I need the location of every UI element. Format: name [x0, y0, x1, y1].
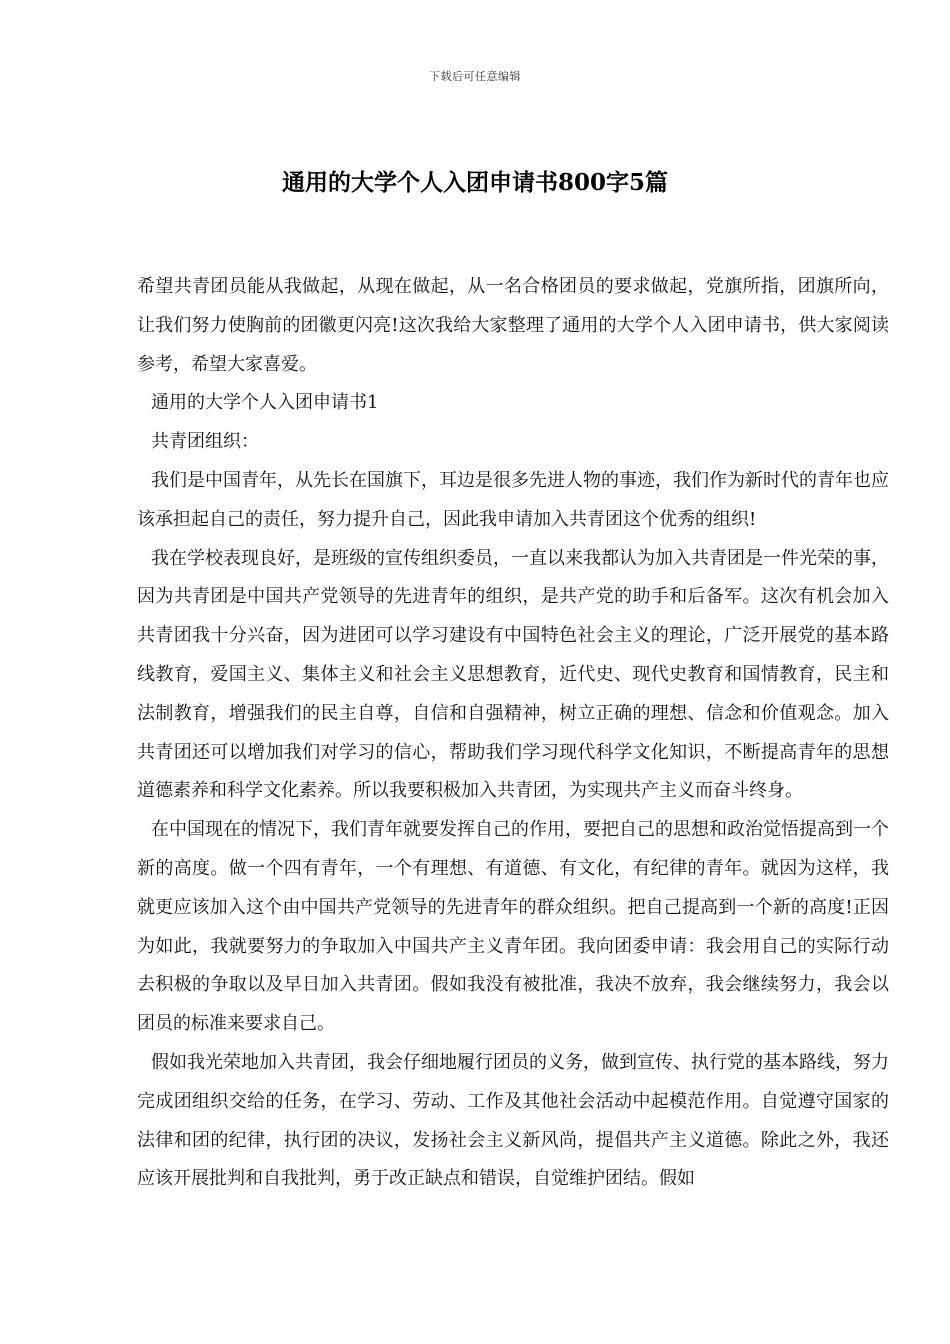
paragraph-body: 假如我光荣地加入共青团，我会仔细地履行团员的义务，做到宣传、执行党的基本路线，努力完成团组织交给的任务，在学习、劳动、工作及其他社会活动中起模范作用。自觉遵守国家的法律和团的纪律，执行团的决议，发扬社会主义新风尚，提倡共产主义道德。除此之外，我还应该开展批判和自我批判，勇于改正缺点和错误，自觉维护团结。假如	[137, 1051, 889, 1190]
paragraph-section-heading: 通用的大学个人入团申请书1	[151, 392, 379, 414]
document-title: 通用的大学个人入团申请书800字5篇	[281, 169, 668, 196]
paragraph-body: 在中国现在的情况下，我们青年就要发挥自己的作用，要把自己的思想和政治觉悟提高到一个新的高度。做一个四有青年，一个有理想、有道德、有文化，有纪律的青年。就因为这样，我就更应该加入这个由中国共产党领导的先进青年的群众组织。把自己提高到一个新的高度!正因为如此，我就要努力的争取加入中国共产主义青年团。我向团委申请：我会用自己的实际行动去积极的争取以及早日加入共青团。假如我没有被批准，我决不放弃，我会继续努力，我会以团员的标准来要求自己。	[137, 819, 889, 1035]
paragraph-intro: 希望共青团员能从我做起，从现在做起，从一名合格团员的要求做起，党旗所指，团旗所向，让我们努力使胸前的团徽更闪亮!这次我给大家整理了通用的大学个人入团申请书，供大家阅读参考，希望大家喜爱。	[137, 276, 889, 375]
paragraph-salutation: 共青团组织：	[151, 431, 259, 453]
paragraph-body: 我们是中国青年，从先长在国旗下，耳边是很多先进人物的事迹，我们作为新时代的青年也应该承担起自己的责任，努力提升自己，因此我申请加入共青团这个优秀的组织!	[137, 469, 889, 530]
header-note: 下载后可任意编辑	[429, 70, 521, 83]
paragraph-body: 我在学校表现良好，是班级的宣传组织委员，一直以来我都认为加入共青团是一件光荣的事，因为共青团是中国共产党领导的先进青年的组织，是共产党的助手和后备军。这次有机会加入共青团我十分兴奋，因为进团可以学习建设有中国特色社会主义的理论，广泛开展党的基本路线教育，爱国主义、集体主义和社会主义思想教育，近代史、现代史教育和国情教育，民主和法制教育，增强我们的民主自尊，自信和自强精神，树立正确的理想、信念和价值观念。加入共青团还可以增加我们对学习的信心，帮助我们学习现代科学文化知识，不断提高青年的思想道德素养和科学文化素养。所以我要积极加入共青团，为实现共产主义而奋斗终身。	[137, 547, 889, 802]
document-body	[137, 268, 889, 1199]
